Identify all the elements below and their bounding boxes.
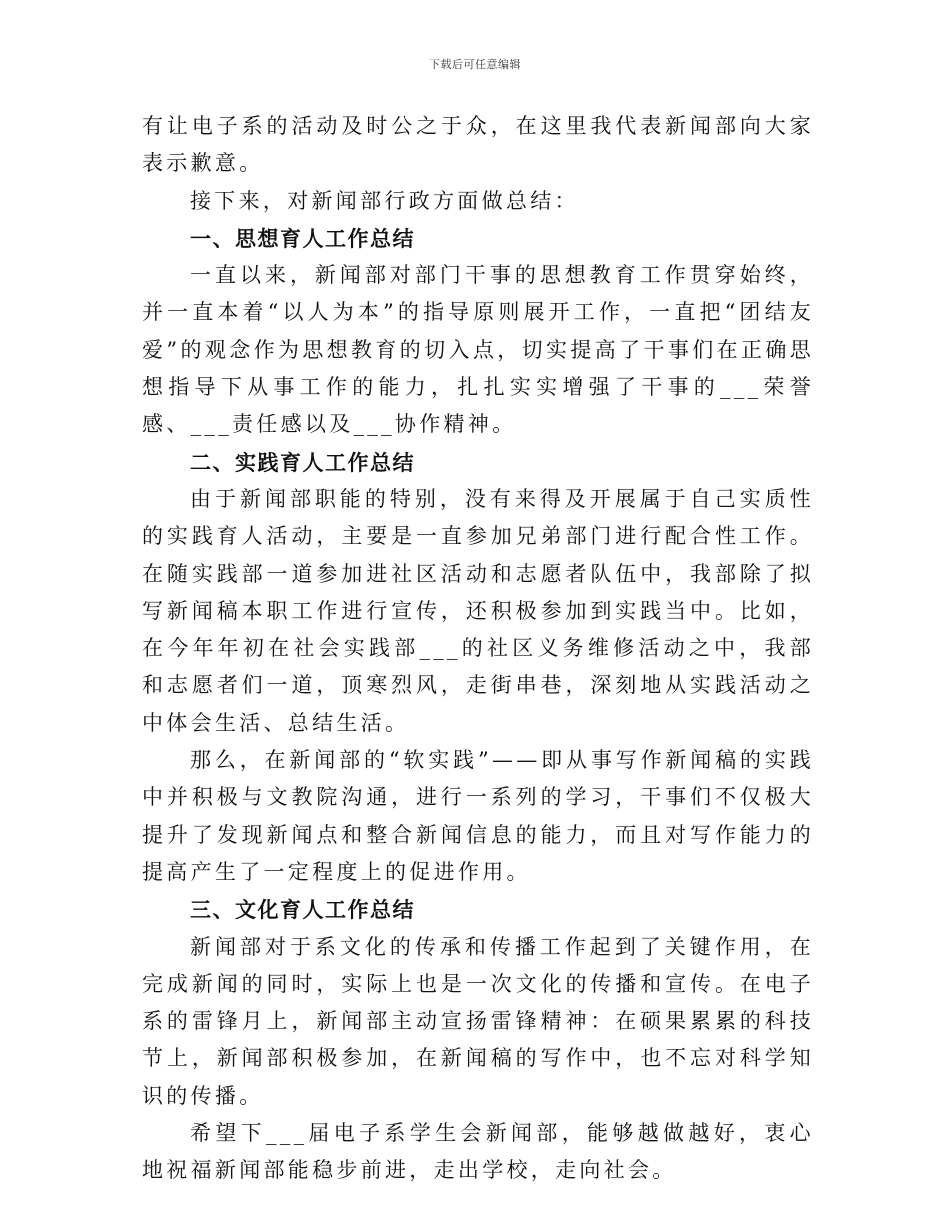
paragraph: 接下来，对新闻部行政方面做总结： (190, 188, 579, 213)
section-heading: 二、实践育人工作总结 (190, 449, 415, 475)
section-heading: 三、文化育人工作总结 (190, 897, 415, 923)
paragraph: 一直以来，新闻部对部门干事的思想教育工作贯穿始终，并一直本着“以人为本”的指导原则展开工作，一直把“团结友爱”的观念作为思想教育的切入点，切实提高了干事们在正确思想指导下从事工作的能力，扎扎实实增强了干事的___荣誉感、___责任感以及___协作精神。 (142, 263, 814, 437)
paragraph: 希望下___届电子系学生会新闻部，能够越做越好，衷心地祝福新闻部能稳步前进，走出学校，走向社会。 (142, 1121, 814, 1183)
paragraph: 那么，在新闻部的“软实践”——即从事写作新闻稿的实践中并积极与文教院沟通，进行一系列的学习，干事们不仅极大提升了发现新闻点和整合新闻信息的能力，而且对写作能力的提高产生了一定程度上的促进作用。 (142, 748, 814, 884)
paragraph: 由于新闻部职能的特别，没有来得及开展属于自己实质性的实践育人活动，主要是一直参加兄弟部门进行配合性工作。在随实践部一道参加进社区活动和志愿者队伍中，我部除了拟写新闻稿本职工作进行宣传，还积极参加到实践当中。比如，在今年年初在社会实践部___的社区义务维修活动之中，我部和志愿者们一道，顶寒烈风，走街串巷，深刻地从实践活动之中体会生活、总结生活。 (142, 486, 814, 735)
paragraph: 有让电子系的活动及时公之于众，在这里我代表新闻部向大家表示歉意。 (142, 114, 814, 176)
paragraph: 新闻部对于系文化的传承和传播工作起到了关键作用，在完成新闻的同时，实际上也是一次文化的传播和宣传。在电子系的雷锋月上，新闻部主动宣扬雷锋精神：在硕果累累的科技节上，新闻部积极参加，在新闻稿的写作中，也不忘对科学知识的传播。 (142, 934, 814, 1108)
section-heading: 一、思想育人工作总结 (190, 225, 415, 251)
document-body (142, 108, 814, 1190)
page-header: 下载后可任意编辑 (429, 58, 521, 71)
